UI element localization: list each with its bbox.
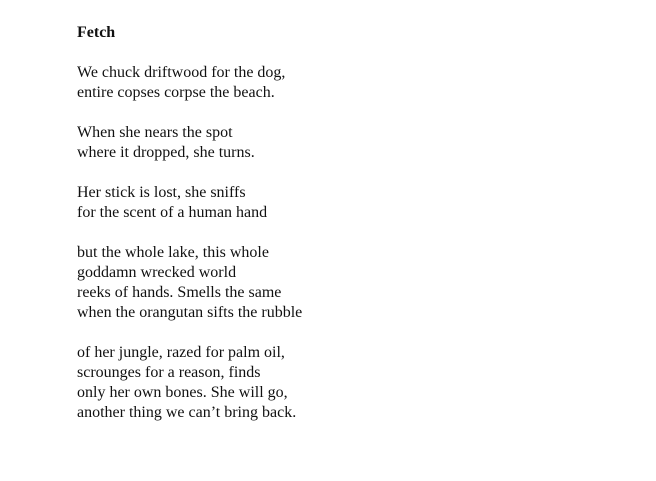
poem-line: only her own bones. She will go,	[77, 384, 288, 401]
poem-line: We chuck driftwood for the dog,	[77, 64, 286, 81]
poem-line: when the orangutan sifts the rubble	[77, 304, 303, 321]
poem-line: where it dropped, she turns.	[77, 144, 255, 161]
poem-line: for the scent of a human hand	[77, 204, 268, 221]
poem-line: When she nears the spot	[77, 124, 233, 141]
stanza-5	[77, 343, 637, 423]
poem-line: another thing we can’t bring back.	[77, 404, 297, 421]
stanza-1	[77, 63, 637, 103]
poem-title: Fetch	[77, 24, 116, 41]
poem	[77, 23, 637, 443]
poem-line: entire copses corpse the beach.	[77, 84, 275, 101]
poem-line: of her jungle, razed for palm oil,	[77, 344, 285, 361]
stanza-3	[77, 183, 637, 223]
poem-line: Her stick is lost, she sniffs	[77, 184, 246, 201]
poem-line: goddamn wrecked world	[77, 264, 237, 281]
poem-line: reeks of hands. Smells the same	[77, 284, 282, 301]
stanza-4	[77, 243, 637, 323]
poem-line: scrounges for a reason, finds	[77, 364, 261, 381]
poem-line: but the whole lake, this whole	[77, 244, 269, 261]
stanza-2	[77, 123, 637, 163]
